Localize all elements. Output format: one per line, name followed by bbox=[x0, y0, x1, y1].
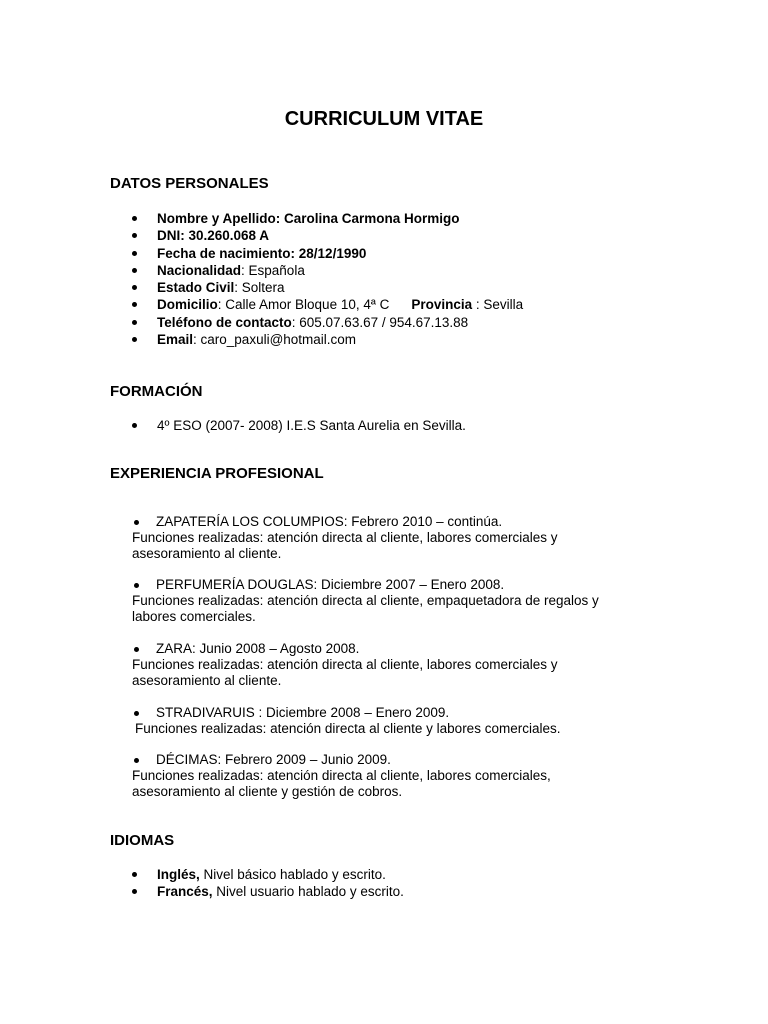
language-name: Inglés, bbox=[157, 867, 200, 882]
item-label: Teléfono de contacto bbox=[157, 314, 292, 330]
job-title: ZARA: Junio 2008 – Agosto 2008. bbox=[132, 641, 632, 657]
province-label: Provincia bbox=[411, 297, 473, 313]
job-description: Funciones realizadas: atención directa al cliente y labores comerciales. bbox=[135, 721, 561, 736]
list-item bbox=[130, 331, 523, 348]
job-entry bbox=[132, 577, 632, 625]
job-entry bbox=[132, 705, 635, 737]
job-entry bbox=[132, 514, 632, 562]
list-item bbox=[130, 883, 404, 900]
job-description: Funciones realizadas: atención directa al cliente, labores comerciales y asesoramiento al cliente. bbox=[132, 657, 558, 688]
item-value: : Soltera bbox=[234, 280, 285, 296]
section-heading-experience: EXPERIENCIA PROFESIONAL bbox=[110, 465, 324, 482]
languages-list bbox=[130, 866, 404, 901]
item-label: Email bbox=[157, 332, 194, 348]
section-heading-personal: DATOS PERSONALES bbox=[110, 175, 269, 192]
province-value: : Sevilla bbox=[472, 297, 524, 313]
list-item bbox=[130, 314, 523, 331]
language-name: Francés, bbox=[157, 884, 213, 900]
item-value: : caro_paxuli@hotmail.com bbox=[193, 332, 357, 348]
list-item bbox=[130, 227, 523, 244]
job-entry bbox=[132, 752, 632, 800]
item-label: Nombre y Apellido: Carolina Carmona Hormigo bbox=[157, 211, 460, 226]
item-label: DNI: 30.260.068 A bbox=[157, 228, 270, 244]
job-title: PERFUMERÍA DOUGLAS: Diciembre 2007 – Enero 2008. bbox=[132, 577, 632, 593]
item-value: : Calle Amor Bloque 10, 4ª C bbox=[217, 297, 390, 313]
language-level: Nivel usuario hablado y escrito. bbox=[212, 884, 404, 900]
job-title: ZAPATERÍA LOS COLUMPIOS: Febrero 2010 – continúa. bbox=[132, 514, 632, 530]
job-title: STRADIVARUIS : Diciembre 2008 – Enero 2009. bbox=[132, 705, 635, 721]
job-description: Funciones realizadas: atención directa al cliente, labores comerciales y asesoramiento al cliente. bbox=[132, 530, 558, 561]
list-item bbox=[130, 210, 523, 227]
section-heading-languages: IDIOMAS bbox=[110, 832, 175, 849]
language-level: Nivel básico hablado y escrito. bbox=[199, 867, 386, 882]
list-item bbox=[130, 245, 523, 262]
list-item: 4º ESO (2007- 2008) I.E.S Santa Aurelia en Sevilla. bbox=[130, 417, 466, 434]
job-description: Funciones realizadas: atención directa al cliente, empaquetadora de regalos y labores comerciales. bbox=[132, 593, 599, 624]
personal-data-list bbox=[130, 210, 523, 348]
list-item bbox=[130, 262, 523, 279]
item-value: : Española bbox=[241, 262, 305, 278]
item-label: Nacionalidad bbox=[157, 262, 242, 278]
list-item bbox=[130, 296, 523, 313]
item-value: : 605.07.63.67 / 954.67.13.88 bbox=[291, 314, 469, 330]
item-label: Estado Civil bbox=[157, 280, 235, 296]
job-description: Funciones realizadas: atención directa al cliente, labores comerciales, asesoramiento al cliente y gestión de cobros. bbox=[132, 768, 551, 799]
section-heading-education: FORMACIÓN bbox=[110, 383, 203, 400]
item-label: Domicilio bbox=[157, 297, 218, 313]
job-entry bbox=[132, 641, 632, 689]
item-label: Fecha de nacimiento: 28/12/1990 bbox=[157, 245, 367, 261]
education-list bbox=[130, 417, 466, 434]
list-item bbox=[130, 866, 404, 883]
job-title: DÉCIMAS: Febrero 2009 – Junio 2009. bbox=[132, 752, 632, 768]
page-title: CURRICULUM VITAE bbox=[284, 108, 484, 130]
list-item bbox=[130, 279, 523, 296]
